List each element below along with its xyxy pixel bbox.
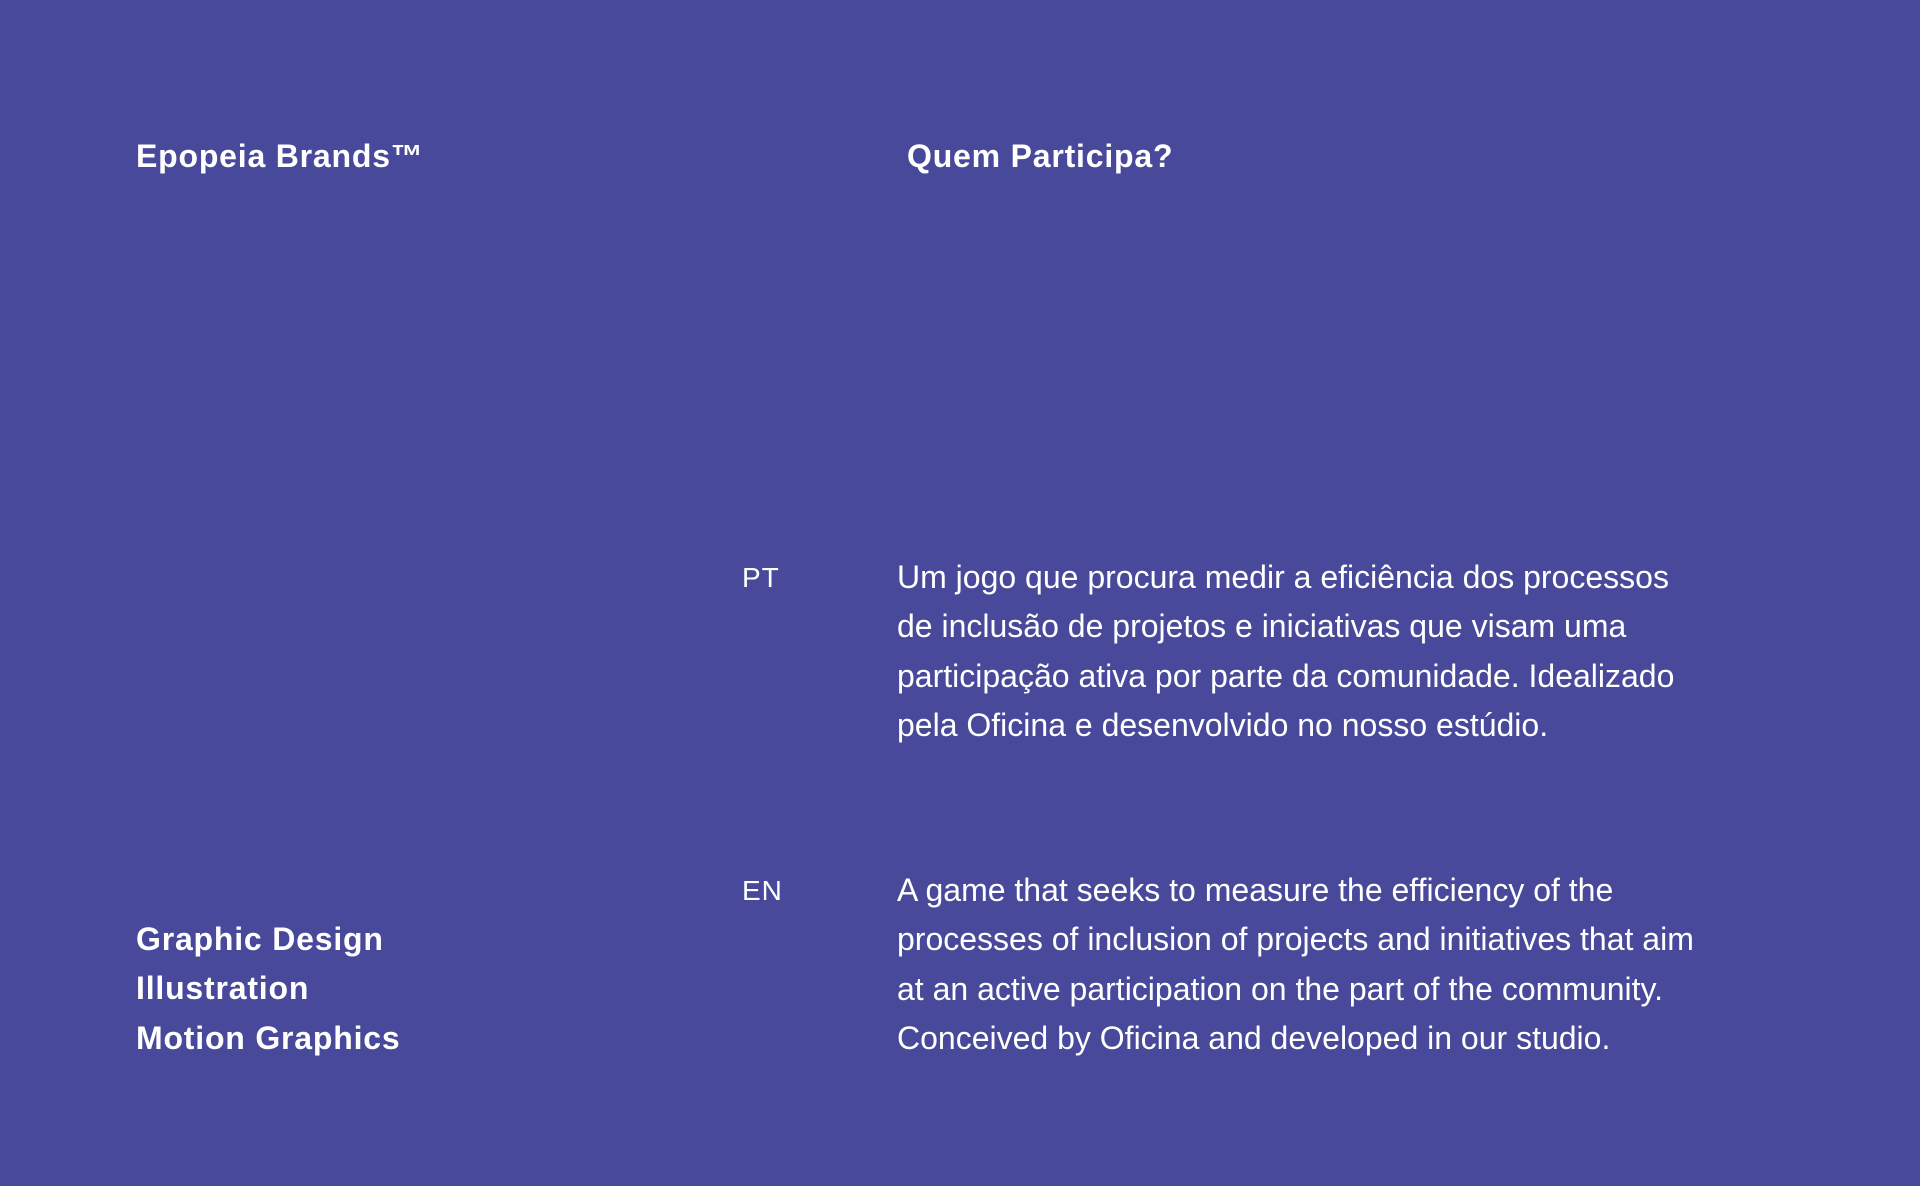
service-item: Motion Graphics [136,1019,401,1056]
description-pt-line: pela Oficina e desenvolvido no nosso estúdio. [897,707,1549,744]
project-title: Quem Participa? [907,138,1174,174]
description-pt-line: participação ativa por parte da comunidade. Idealizado [897,657,1675,694]
description-pt-line: de inclusão de projetos e iniciativas que visam uma [897,608,1627,645]
language-label-en: EN [742,875,783,906]
description-en-line: at an active participation on the part of the community. [897,970,1664,1007]
language-label-pt: PT [742,562,780,593]
service-item: Illustration [136,970,310,1007]
description-en-line: A game that seeks to measure the efficiency of the [897,872,1614,908]
description-pt [897,553,1797,751]
services-list [136,915,400,1063]
brand-name: Epopeia Brands™ [136,138,424,174]
description-pt-line: Um jogo que procura medir a eficiência dos processos [897,559,1669,595]
description-en-line: processes of inclusion of projects and initiatives that aim [897,921,1694,958]
description-en-line: Conceived by Oficina and developed in our studio. [897,1020,1611,1057]
description-en [897,866,1797,1064]
service-item: Graphic Design [136,921,384,957]
